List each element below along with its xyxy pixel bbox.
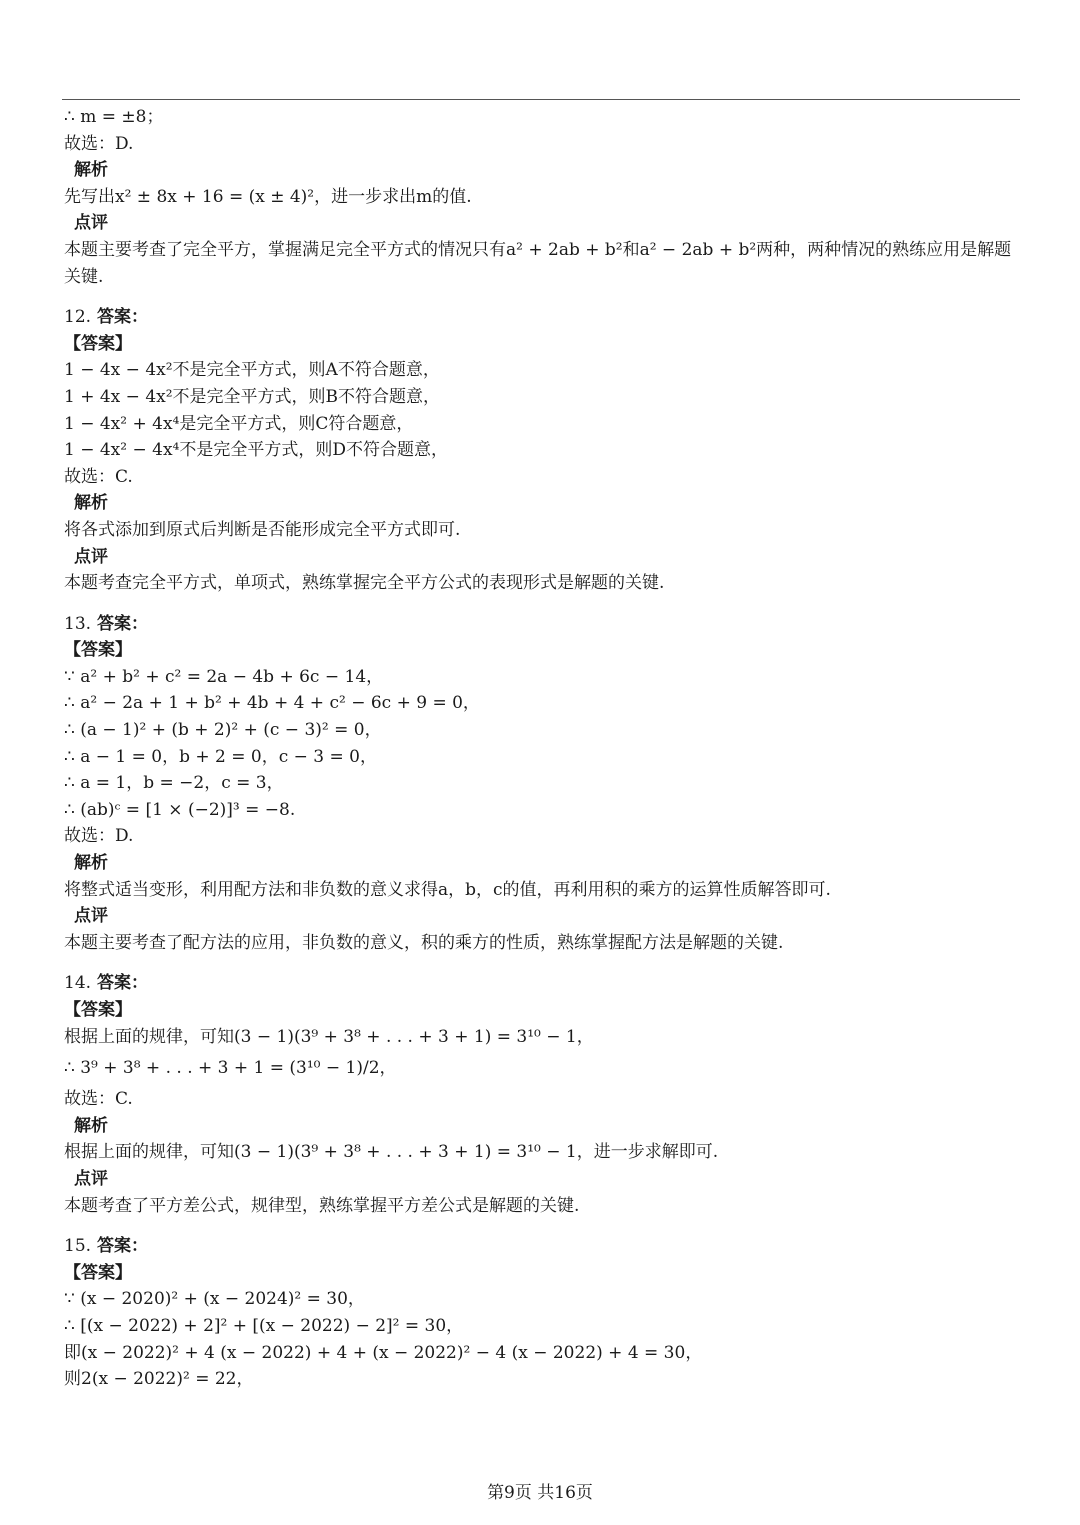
q13-line: 故选：D.	[64, 826, 134, 847]
q13-analysis: 将整式适当变形，利用配方法和非负数的意义求得a，b，c的值，再利用积的乘方的运算性质解答即可.	[64, 879, 831, 900]
q15-line: 即(x − 2022)² + 4 (x − 2022) + 4 + (x − 2022)² − 4 (x − 2022) + 4 = 30，	[64, 1342, 703, 1363]
q12-number: 12.	[64, 307, 92, 328]
q13-comment-label: 点评	[74, 906, 108, 927]
q15-line: 则2(x − 2022)² = 22，	[64, 1369, 254, 1390]
q13-line: ∴ a − 1 = 0，b + 2 = 0，c − 3 = 0，	[64, 746, 377, 767]
q13-line: ∵ a² + b² + c² = 2a − 4b + 6c − 14，	[64, 666, 384, 687]
page-footer: 第9页 共16页	[487, 1483, 593, 1503]
q14-comment-label: 点评	[74, 1168, 108, 1189]
q12-line: 故选：C.	[64, 466, 133, 487]
q14-line: 根据上面的规律，可知(3 − 1)(3⁹ + 3⁸ + . . . + 3 + 1) = 3¹⁰ − 1，	[64, 1026, 594, 1047]
q11-comment: 本题主要考查了完全平方，掌握满足完全平方式的情况只有a² + 2ab + b²和a² − 2ab + b²两种，两种情况的熟练应用是解题关键.	[64, 239, 1012, 287]
q13-title	[64, 611, 1024, 638]
q12-analysis-label: 解析	[74, 493, 108, 514]
q15-answer-label: 【答案】	[64, 1262, 132, 1283]
q15-number: 15.	[64, 1236, 92, 1257]
q13-answer-label: 【答案】	[64, 640, 132, 661]
q12-title-text: 答案：	[97, 307, 149, 328]
q12-title	[64, 304, 1024, 331]
q14-title-text: 答案：	[97, 973, 149, 994]
q13-title-text: 答案：	[97, 613, 149, 634]
q13-line: ∴ a² − 2a + 1 + b² + 4b + 4 + c² − 6c + 9 = 0，	[64, 693, 480, 714]
q13-number: 13.	[64, 613, 92, 634]
q11-comment-label: 点评	[74, 213, 108, 234]
q13-comment: 本题主要考查了配方法的应用，非负数的意义，积的乘方的性质，熟练掌握配方法是解题的关键.	[64, 932, 784, 953]
q15-line: ∴ [(x − 2022) + 2]² + [(x − 2022) − 2]² = 30，	[64, 1315, 464, 1336]
q11-choice: 故选：D.	[64, 133, 134, 154]
q14-choice: 故选：C.	[64, 1089, 133, 1110]
q12-line: 1 − 4x² − 4x⁴不是完全平方式，则D不符合题意，	[64, 440, 448, 461]
q13-line: ∴ a = 1，b = −2，c = 3，	[64, 773, 284, 794]
page-content	[64, 104, 1024, 1393]
q15-title-text: 答案：	[97, 1236, 149, 1257]
q12-comment: 本题考查完全平方式，单项式，熟练掌握完全平方公式的表现形式是解题的关键.	[64, 573, 665, 594]
q13-line: ∴ (ab)ᶜ = [1 × (−2)]³ = −8.	[64, 799, 296, 820]
q12-line: 1 − 4x − 4x²不是完全平方式，则A不符合题意，	[64, 360, 440, 381]
q14-analysis-label: 解析	[74, 1115, 108, 1136]
q14-answer-label: 【答案】	[64, 1000, 132, 1020]
q15-title	[64, 1233, 1024, 1260]
q12-answer-label: 【答案】	[64, 333, 132, 354]
header-rule	[62, 99, 1020, 100]
q14-title	[64, 970, 1024, 997]
q11-analysis: 先写出x² ± 8x + 16 = (x ± 4)²，进一步求出m的值.	[64, 186, 472, 207]
q12-analysis: 将各式添加到原式后判断是否能形成完全平方式即可.	[64, 519, 461, 540]
q12-comment-label: 点评	[74, 546, 108, 567]
q12-line: 1 + 4x − 4x²不是完全平方式，则B不符合题意，	[64, 386, 441, 407]
q14-fraction-line: ∴ 3⁹ + 3⁸ + . . . + 3 + 1 = (3¹⁰ − 1)/2，	[64, 1058, 397, 1079]
q14-number: 14.	[64, 973, 92, 994]
q13-analysis-label: 解析	[74, 853, 108, 874]
q12-line: 1 − 4x² + 4x⁴是完全平方式，则C符合题意，	[64, 413, 414, 434]
q13-line: ∴ (a − 1)² + (b + 2)² + (c − 3)² = 0，	[64, 720, 382, 741]
q11-line: ∴ m = ±8；	[64, 107, 164, 127]
q14-comment: 本题考查了平方差公式，规律型，熟练掌握平方差公式是解题的关键.	[64, 1195, 580, 1216]
q11-analysis-label: 解析	[74, 160, 108, 181]
q15-line: ∵ (x − 2020)² + (x − 2024)² = 30，	[64, 1289, 365, 1310]
q14-analysis: 根据上面的规律，可知(3 − 1)(3⁹ + 3⁸ + . . . + 3 + 1) = 3¹⁰ − 1，进一步求解即可.	[64, 1142, 719, 1163]
